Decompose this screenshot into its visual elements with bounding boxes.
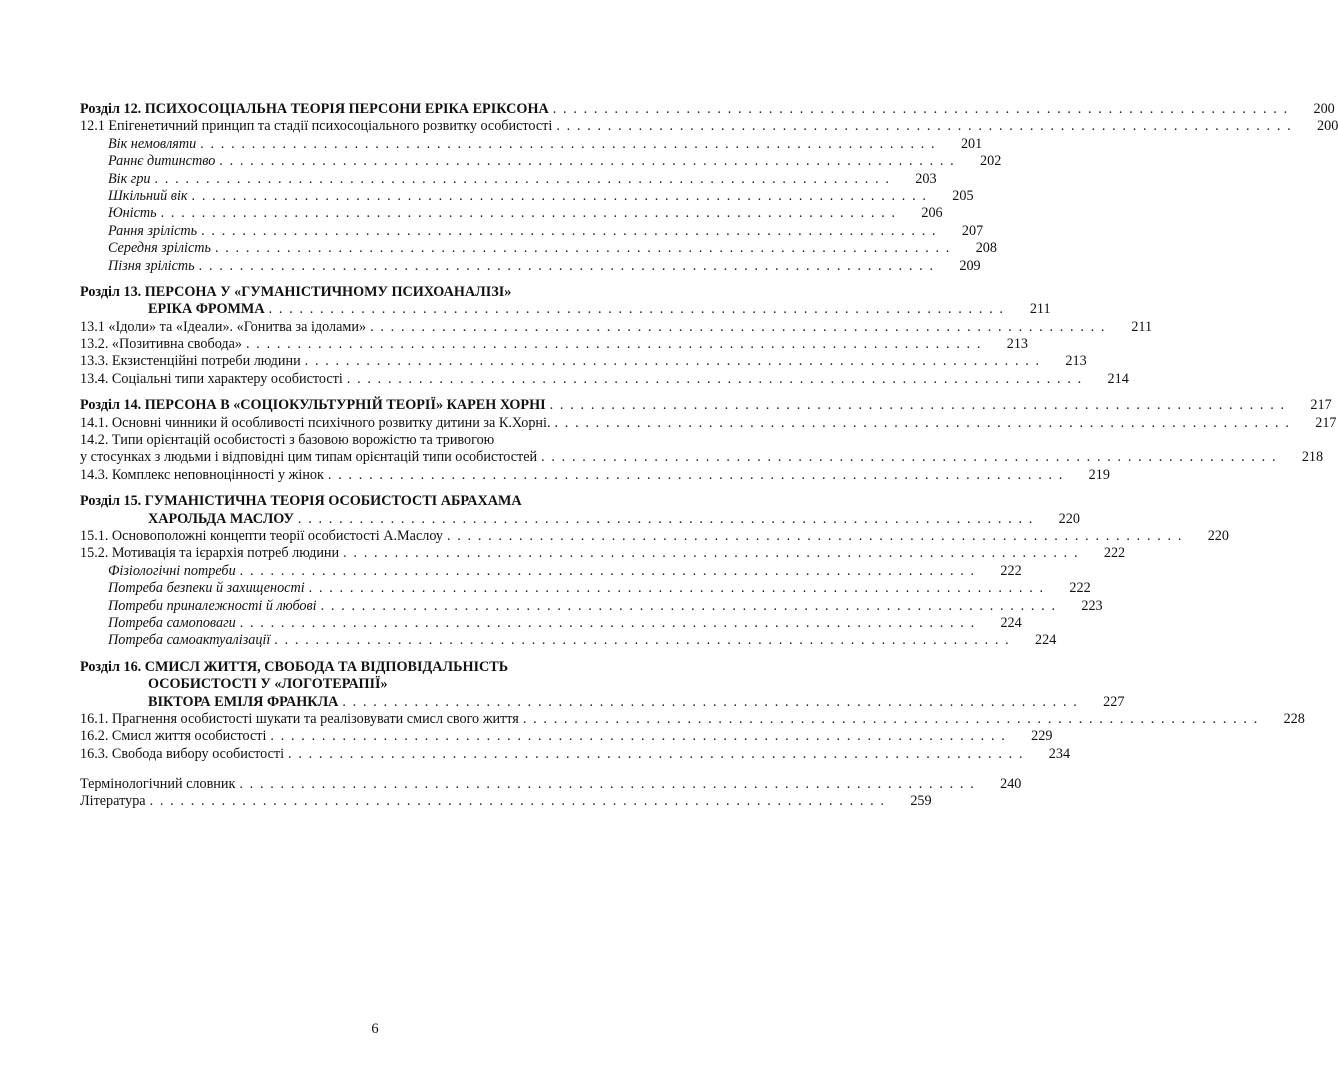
dot-leader: . . . . . . . . . . . . . . . . . . . . . . . . . . . . . . . . . . . . . . . . . . . . . . . . . . . . . . . . . . . . . . . . . . . . . . . .: [446, 527, 1183, 544]
toc-page-number: 223: [1081, 597, 1103, 614]
toc-entry-title: ХАРОЛЬДА МАСЛОУ: [148, 510, 294, 527]
toc-entry-title: Потреба самоповаги: [108, 614, 236, 631]
dot-leader: . . . . . . . . . . . . . . . . . . . . . . . . . . . . . . . . . . . . . . . . . . . . . . . . . . . . . . . . . . . . . . . . . . . . . . . .: [541, 449, 1278, 466]
dot-leader: . . . . . . . . . . . . . . . . . . . . . . . . . . . . . . . . . . . . . . . . . . . . . . . . . . . . . . . . . . . . . . . . . . . . . . . .: [270, 728, 1007, 745]
dot-leader: . . . . . . . . . . . . . . . . . . . . . . . . . . . . . . . . . . . . . . . . . . . . . . . . . . . . . . . . . . . . . . . . . . . . . . . .: [342, 693, 1079, 710]
toc-subitem: [80, 153, 1002, 170]
toc-entry-title: 15.1. Основоположні концепти теорії особистості А.Маслоу: [80, 527, 443, 544]
toc-page-number: 213: [1006, 336, 1029, 353]
dot-leader: . . . . . . . . . . . . . . . . . . . . . . . . . . . . . . . . . . . . . . . . . . . . . . . . . . . . . . . . . . . . . . . . . . . . . . . .: [160, 205, 897, 222]
toc-section-heading: [80, 284, 665, 301]
toc-item: [80, 466, 1110, 484]
toc-entry-title: 14.2. Типи орієнтацій особистості з базовою ворожістю та тривогою: [80, 432, 495, 449]
toc-entry-title: 15.2. Мотивація та ієрархія потреб людини: [80, 545, 340, 562]
toc-page-number: 228: [1283, 710, 1305, 727]
toc-item: [80, 449, 1324, 466]
toc-page-number: 205: [952, 187, 974, 204]
dot-leader: . . . . . . . . . . . . . . . . . . . . . . . . . . . . . . . . . . . . . . . . . . . . . . . . . . . . . . . . . . . . . . . . . . . . . . . .: [274, 632, 1011, 649]
toc-entry-title: Пізня зрілість: [108, 257, 195, 274]
toc-item: [80, 710, 1305, 728]
toc-page-number: 200: [1313, 101, 1335, 117]
toc-item: [80, 527, 1229, 545]
toc-section-heading: [80, 659, 665, 676]
dot-leader: . . . . . . . . . . . . . . . . . . . . . . . . . . . . . . . . . . . . . . . . . . . . . . . . . . . . . . . . . . . . . . . . . . . . . . . .: [268, 301, 1005, 318]
toc-page-number: 227: [1103, 693, 1125, 710]
toc-entry-title: 13.3. Екзистенційні потреби людини: [80, 353, 301, 370]
toc-page-number: 207: [961, 222, 984, 239]
toc-section-heading: [80, 693, 1125, 711]
dot-leader: . . . . . . . . . . . . . . . . . . . . . . . . . . . . . . . . . . . . . . . . . . . . . . . . . . . . . . . . . . . . . . . . . . . . . . . .: [239, 614, 976, 631]
dot-leader: . . . . . . . . . . . . . . . . . . . . . . . . . . . . . . . . . . . . . . . . . . . . . . . . . . . . . . . . . . . . . . . . . . . . . . . .: [304, 353, 1041, 370]
dot-leader: . . . . . . . . . . . . . . . . . . . . . . . . . . . . . . . . . . . . . . . . . . . . . . . . . . . . . . . . . . . . . . . . . . . . . . . .: [219, 153, 956, 170]
toc-section-heading: [80, 510, 1080, 528]
toc-page-number: 220: [1058, 510, 1080, 527]
toc-section-heading: [80, 397, 1332, 414]
toc-page-number: 218: [1301, 449, 1324, 466]
toc-entry-title: Юність: [108, 205, 157, 222]
toc-section-heading: [80, 676, 665, 693]
toc-page-number: 211: [1131, 318, 1153, 335]
toc-entry-title: ЕРІКА ФРОММА: [148, 301, 265, 318]
toc-page-number: 222: [1069, 580, 1091, 597]
toc-entry-title: 16.1. Прагнення особистості шукати та реалізовувати смисл свого життя: [80, 710, 519, 727]
toc-item: [80, 793, 932, 810]
dot-leader: . . . . . . . . . . . . . . . . . . . . . . . . . . . . . . . . . . . . . . . . . . . . . . . . . . . . . . . . . . . . . . . . . . . . . . . .: [297, 510, 1034, 527]
toc-entry-title: Розділ 12. ПСИХОСОЦІАЛЬНА ТЕОРІЯ ПЕРСОНИ ЕРІКА ЕРІКСОНА: [80, 101, 549, 117]
toc-entry-title: 13.1 «Ідоли» та «Ідеали». «Гонитва за ідолами»: [80, 318, 367, 335]
toc-page-number: 220: [1207, 527, 1229, 544]
toc-entry-title: 13.4. Соціальні типи характеру особистості: [80, 370, 343, 387]
toc-entry-title: 13.2. «Позитивна свобода»: [80, 336, 242, 353]
toc-entry-title: Рання зрілість: [108, 222, 198, 239]
dot-leader: . . . . . . . . . . . . . . . . . . . . . . . . . . . . . . . . . . . . . . . . . . . . . . . . . . . . . . . . . . . . . . . . . . . . . . . .: [522, 710, 1259, 727]
toc-page-number: 222: [1000, 562, 1022, 579]
dot-leader: . . . . . . . . . . . . . . . . . . . . . . . . . . . . . . . . . . . . . . . . . . . . . . . . . . . . . . . . . . . . . . . . . . . . . . . .: [343, 545, 1080, 562]
toc-entry-title: Потреба безпеки й захищеності: [108, 580, 305, 597]
toc-page-number: 259: [910, 793, 932, 810]
toc-page-number: 208: [975, 240, 997, 257]
toc-page-number: 213: [1065, 353, 1087, 370]
toc-page-number: 219: [1088, 466, 1110, 483]
toc-entry-title: Середня зрілість: [108, 240, 211, 257]
toc-entry-title: Потреби приналежності й любові: [108, 597, 317, 614]
dot-leader: . . . . . . . . . . . . . . . . . . . . . . . . . . . . . . . . . . . . . . . . . . . . . . . . . . . . . . . . . . . . . . . . . . . . . . . .: [288, 745, 1025, 762]
toc-item: [80, 118, 1338, 135]
dot-leader: . . . . . . . . . . . . . . . . . . . . . . . . . . . . . . . . . . . . . . . . . . . . . . . . . . . . . . . . . . . . . . . . . . . . . . . .: [154, 170, 891, 187]
toc-subitem: [80, 632, 1057, 649]
dot-leader: . . . . . . . . . . . . . . . . . . . . . . . . . . . . . . . . . . . . . . . . . . . . . . . . . . . . . . . . . . . . . . . . . . . . . . . .: [554, 414, 1291, 431]
toc-entry-title: Шкільний вік: [108, 187, 188, 204]
dot-leader: . . . . . . . . . . . . . . . . . . . . . . . . . . . . . . . . . . . . . . . . . . . . . . . . . . . . . . . . . . . . . . . . . . . . . . . .: [320, 597, 1057, 614]
toc-subitem: [80, 257, 981, 275]
dot-leader: . . . . . . . . . . . . . . . . . . . . . . . . . . . . . . . . . . . . . . . . . . . . . . . . . . . . . . . . . . . . . . . . . . . . . . . .: [549, 397, 1286, 414]
toc-page-number: 203: [915, 170, 937, 187]
toc-page-number: 200: [1317, 118, 1338, 135]
toc-section-heading: [80, 493, 665, 510]
dot-leader: . . . . . . . . . . . . . . . . . . . . . . . . . . . . . . . . . . . . . . . . . . . . . . . . . . . . . . . . . . . . . . . . . . . . . . . .: [346, 370, 1083, 387]
toc-subitem: [80, 580, 1091, 597]
dot-leader: . . . . . . . . . . . . . . . . . . . . . . . . . . . . . . . . . . . . . . . . . . . . . . . . . . . . . . . . . . . . . . . . . . . . . . . .: [200, 135, 937, 152]
toc-item: [80, 728, 1053, 745]
toc-entry-title: Розділ 16. СМИСЛ ЖИТТЯ, СВОБОДА ТА ВІДПОВІДАЛЬНІСТЬ: [80, 658, 509, 675]
toc-entry-title: ВІКТОРА ЕМІЛЯ ФРАНКЛА: [148, 693, 339, 710]
dot-leader: . . . . . . . . . . . . . . . . . . . . . . . . . . . . . . . . . . . . . . . . . . . . . . . . . . . . . . . . . . . . . . . . . . . . . . . .: [149, 793, 886, 810]
toc-page-number: 202: [980, 153, 1002, 170]
toc-item: [80, 745, 1071, 763]
toc-item: [80, 545, 1126, 562]
toc-entry-title: Потреба самоактуалізації: [108, 632, 271, 649]
toc-entry-title: Розділ 13. ПЕРСОНА У «ГУМАНІСТИЧНОМУ ПСИХОАНАЛІЗІ»: [80, 283, 512, 300]
toc-entry-title: Розділ 14. ПЕРСОНА В «СОЦІОКУЛЬТУРНІЙ ТЕОРІЇ» КАРЕН ХОРНІ: [80, 397, 546, 414]
toc-page-number: 229: [1031, 728, 1053, 745]
toc-subitem: [80, 614, 1022, 632]
dot-leader: . . . . . . . . . . . . . . . . . . . . . . . . . . . . . . . . . . . . . . . . . . . . . . . . . . . . . . . . . . . . . . . . . . . . . . . .: [327, 466, 1064, 483]
toc-entry-title: Література: [80, 793, 146, 810]
toc-section-heading: [80, 301, 1051, 318]
toc-page-number: 224: [1000, 614, 1022, 631]
toc-entry-title: у стосунках з людьми і відповідні цим типам орієнтацій типи особистостей: [80, 449, 538, 466]
toc-section-heading: [80, 101, 1335, 118]
toc-subitem: [80, 187, 974, 205]
toc-entry-title: 14.1. Основні чинники й особливості психічного розвитку дитини за К.Хорні.: [80, 414, 551, 431]
toc-page-number: 214: [1107, 370, 1129, 387]
toc-page-number: 211: [1029, 301, 1051, 318]
toc-entry-title: 14.3. Комплекс неповноцінності у жінок: [80, 466, 324, 483]
toc-entry-title: Термінологічний словник: [80, 776, 236, 793]
dot-leader: . . . . . . . . . . . . . . . . . . . . . . . . . . . . . . . . . . . . . . . . . . . . . . . . . . . . . . . . . . . . . . . . . . . . . . . .: [191, 187, 928, 204]
toc-item: [80, 432, 665, 449]
toc-entry-title: 16.3. Свобода вибору особистості: [80, 745, 285, 762]
toc-entry-title: Вік гри: [108, 170, 151, 187]
toc-entry-title: 16.2. Смисл життя особистості: [80, 728, 267, 745]
toc-page-number: 240: [1000, 776, 1022, 793]
toc-entry-title: Розділ 15. ГУМАНІСТИЧНА ТЕОРІЯ ОСОБИСТОСТІ АБРАХАМА: [80, 493, 522, 510]
toc-subitem: [80, 205, 943, 222]
dot-leader: . . . . . . . . . . . . . . . . . . . . . . . . . . . . . . . . . . . . . . . . . . . . . . . . . . . . . . . . . . . . . . . . . . . . . . . .: [214, 240, 951, 257]
dot-leader: . . . . . . . . . . . . . . . . . . . . . . . . . . . . . . . . . . . . . . . . . . . . . . . . . . . . . . . . . . . . . . . . . . . . . . . .: [239, 562, 976, 579]
toc-item: [80, 414, 1337, 432]
dot-leader: . . . . . . . . . . . . . . . . . . . . . . . . . . . . . . . . . . . . . . . . . . . . . . . . . . . . . . . . . . . . . . . . . . . . . . . .: [201, 222, 938, 239]
toc-entry-title: ОСОБИСТОСТІ У «ЛОГОТЕРАПІЇ»: [148, 676, 388, 693]
toc-page-number: 224: [1035, 632, 1057, 649]
dot-leader: . . . . . . . . . . . . . . . . . . . . . . . . . . . . . . . . . . . . . . . . . . . . . . . . . . . . . . . . . . . . . . . . . . . . . . . .: [246, 336, 983, 353]
toc-entry-title: Раннє дитинство: [108, 153, 216, 170]
toc-item: [80, 370, 1129, 388]
toc-subitem: [80, 222, 984, 240]
toc-page-number: 209: [959, 257, 981, 274]
dot-leader: . . . . . . . . . . . . . . . . . . . . . . . . . . . . . . . . . . . . . . . . . . . . . . . . . . . . . . . . . . . . . . . . . . . . . . . .: [198, 257, 935, 274]
toc-entry-title: Вік немовляти: [108, 135, 197, 152]
toc-entry-title: Фізіологічні потреби: [108, 562, 236, 579]
toc-page-number: 217: [1315, 414, 1337, 431]
toc-item: [80, 318, 1153, 336]
page-number: 6: [371, 1021, 379, 1037]
dot-leader: . . . . . . . . . . . . . . . . . . . . . . . . . . . . . . . . . . . . . . . . . . . . . . . . . . . . . . . . . . . . . . . . . . . . . . . .: [556, 118, 1293, 135]
toc-page-number: 234: [1048, 745, 1071, 762]
toc-subitem: [80, 562, 1022, 580]
toc-page-number: 217: [1310, 397, 1332, 414]
table-of-contents: [80, 101, 1338, 811]
toc-page-number: 201: [960, 135, 983, 152]
toc-page-number: 206: [921, 205, 943, 222]
toc-item: [80, 336, 1029, 353]
toc-item: [80, 353, 1087, 370]
dot-leader: . . . . . . . . . . . . . . . . . . . . . . . . . . . . . . . . . . . . . . . . . . . . . . . . . . . . . . . . . . . . . . . . . . . . . . . .: [552, 101, 1289, 117]
toc-subitem: [80, 135, 983, 153]
toc-entry-title: 12.1 Епігенетичний принцип та стадії психосоціального розвитку особистості: [80, 118, 553, 135]
dot-leader: . . . . . . . . . . . . . . . . . . . . . . . . . . . . . . . . . . . . . . . . . . . . . . . . . . . . . . . . . . . . . . . . . . . . . . . .: [239, 776, 976, 793]
toc-subitem: [80, 170, 937, 188]
dot-leader: . . . . . . . . . . . . . . . . . . . . . . . . . . . . . . . . . . . . . . . . . . . . . . . . . . . . . . . . . . . . . . . . . . . . . . . .: [308, 580, 1045, 597]
toc-page-number: 222: [1103, 545, 1126, 562]
toc-subitem: [80, 240, 997, 257]
toc-item: [80, 776, 1022, 793]
toc-subitem: [80, 597, 1103, 615]
dot-leader: . . . . . . . . . . . . . . . . . . . . . . . . . . . . . . . . . . . . . . . . . . . . . . . . . . . . . . . . . . . . . . . . . . . . . . . .: [370, 318, 1107, 335]
